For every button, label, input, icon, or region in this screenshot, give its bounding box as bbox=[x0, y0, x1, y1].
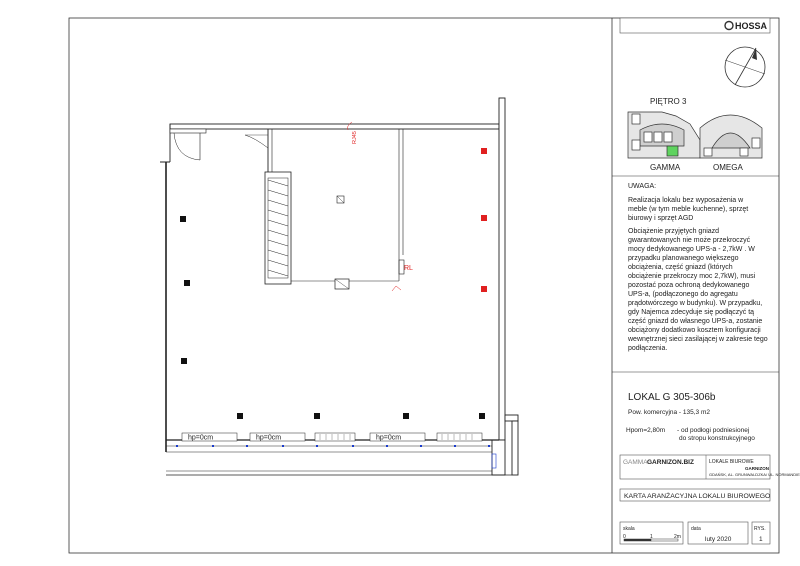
project-type: LOKALE BIUROWE bbox=[709, 459, 754, 465]
keyplan-unit-highlight bbox=[667, 146, 678, 156]
keyplan-drawing bbox=[628, 112, 762, 158]
radiator-label-2: hp=0cm bbox=[256, 434, 282, 442]
logo-text: HOSSA bbox=[735, 21, 768, 31]
unit-title: LOKAL G 305-306b bbox=[628, 392, 716, 403]
unit-area: Pow. komercyjna - 135,3 m2 bbox=[628, 409, 711, 416]
notes-paragraph-1: Realizacja lokalu bez wyposażenia w meble (w tym meble kuchenne), sprzęt biurowy i sprzęt AGD bbox=[628, 197, 749, 222]
unit-height-note-2: do stropu konstrukcyjnego bbox=[679, 435, 755, 442]
scale-tick-2: 2m bbox=[674, 534, 681, 540]
notes-heading: UWAGA: bbox=[628, 183, 657, 190]
sheet-value: 1 bbox=[759, 536, 763, 543]
sockets-black bbox=[180, 216, 485, 419]
sockets-red bbox=[481, 148, 487, 292]
keyplan-gamma-label: GAMMA bbox=[650, 163, 681, 172]
project-address: GDAŃSK, AL. GRUNWALDZKA/ UL. NORMANDIE bbox=[709, 472, 800, 477]
scale-tick-1: 1 bbox=[650, 534, 653, 540]
project-location-title: GARNIZON bbox=[745, 466, 769, 471]
scale-tick-0: 0 bbox=[623, 534, 626, 540]
north-arrow-icon bbox=[725, 47, 765, 87]
unit-height: Hpom=2,80m bbox=[626, 427, 666, 434]
unit-height-note-1: - od podłogi podniesionej bbox=[677, 427, 750, 434]
sheet-label: RYS. bbox=[754, 526, 766, 532]
radiator-label-3: hp=0cm bbox=[376, 434, 402, 442]
date-value: luty 2020 bbox=[705, 536, 732, 543]
radiator-label-1: hp=0cm bbox=[188, 434, 214, 442]
keyplan-omega-label: OMEGA bbox=[713, 163, 743, 172]
project-brand-prefix: GAMMA bbox=[623, 459, 648, 466]
notes-paragraph-2: Obciążenie przyjętych gniazd gwarantowanych nie może przekroczyć mocy dedykowanego UPS-a - 2,7kW . W przypadku planowanego większego obciążenia, część gniazd (których obciążenie przekroczy moc 2,7kW), musi pozostać poza ochroną dedykowanego UPS-a, (podłączonego do agregatu prądotwórczego w budynku). W przypadku, gdy Najemca zdecyduje się podłączyć tą część gniazd do własnego UPS-a, zostanie obciążony dodatkowo kosztem konfiguracji wewnętrznej sieci zasilającej w zakresie tego podłączenia. bbox=[628, 228, 768, 352]
scale-label: skala bbox=[623, 526, 635, 532]
drawing-title: KARTA ARANŻACYJNA LOKALU BIUROWEGO bbox=[624, 493, 771, 500]
date-label: data bbox=[691, 526, 701, 532]
floor-plan bbox=[160, 98, 518, 475]
tag-rl: RL bbox=[404, 265, 413, 272]
project-brand-name: GARNIZON.BIZ bbox=[647, 459, 694, 466]
tag-rj45: RJ45 bbox=[352, 131, 358, 144]
keyplan-floor-label: PIĘTRO 3 bbox=[650, 97, 687, 106]
